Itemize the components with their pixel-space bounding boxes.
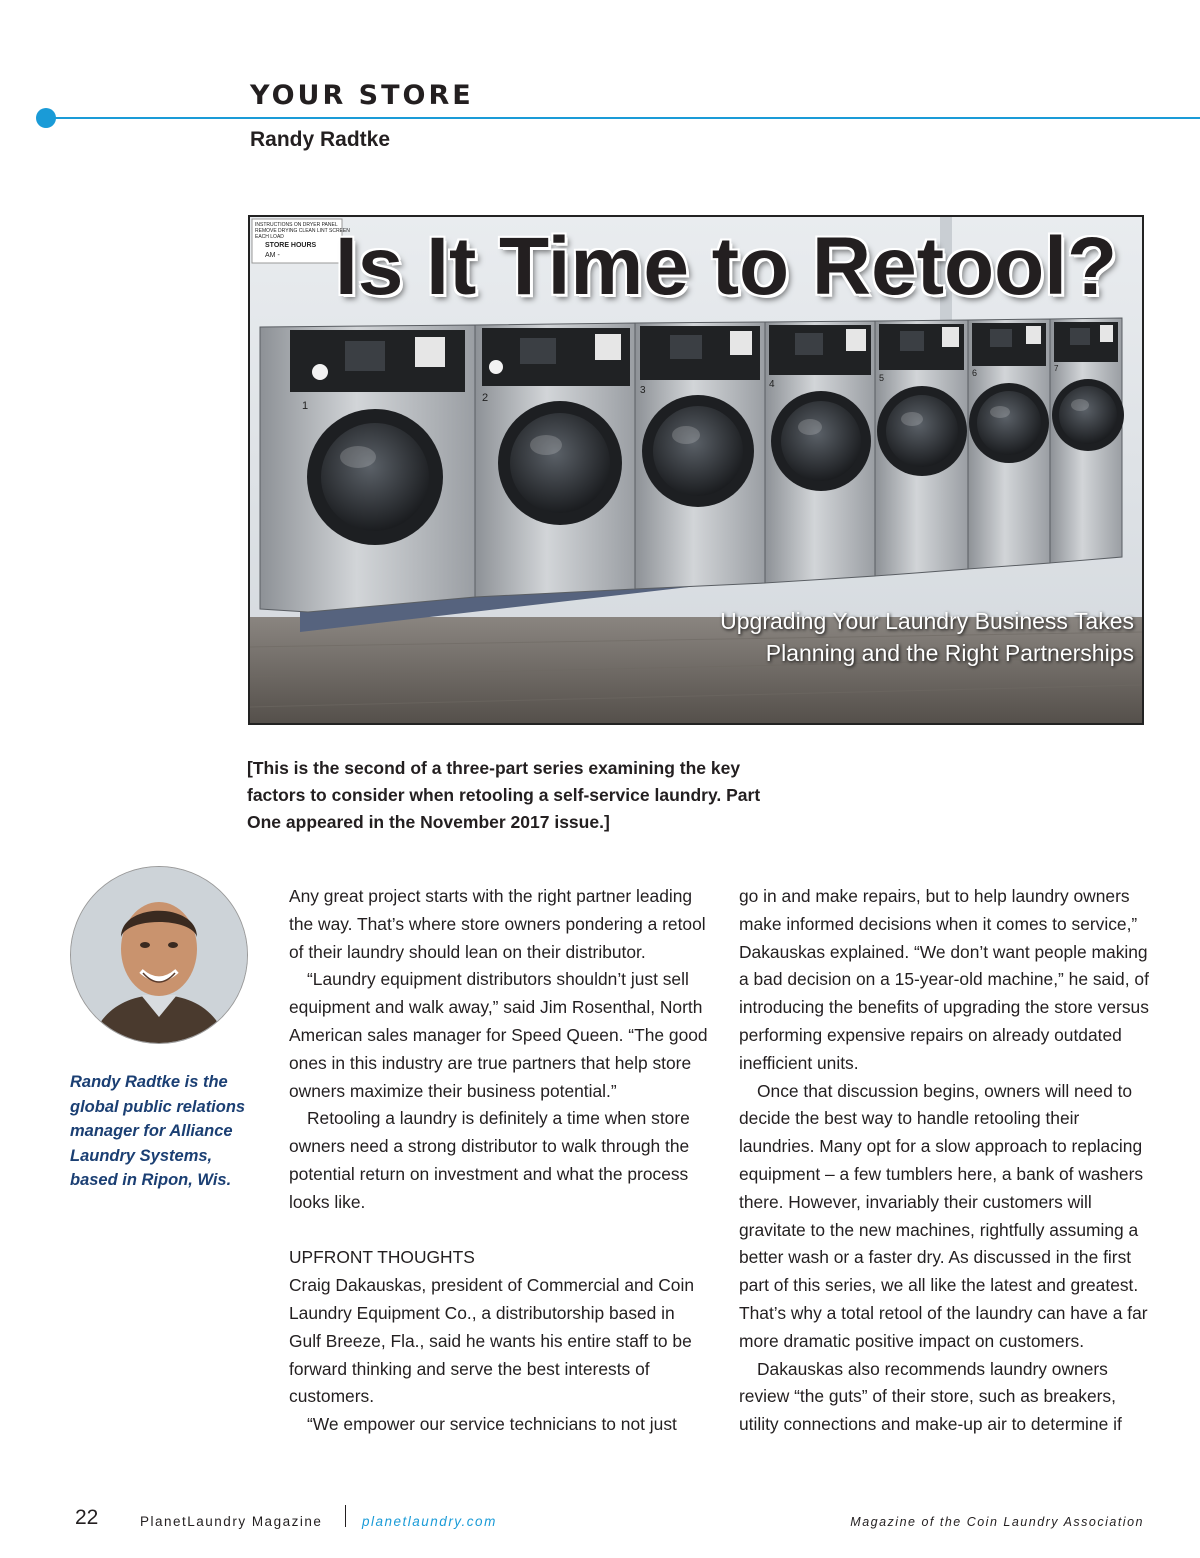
sign-line-2: REMOVE DRYING CLEAN LINT SCREEN <box>255 228 350 234</box>
washer-number-1: 1 <box>302 400 309 412</box>
sign-line-3: EACH LOAD <box>255 234 284 240</box>
footer-tagline: Magazine of the Coin Laundry Association <box>850 1515 1144 1529</box>
author-bio: Randy Radtke is the global public relations manager for Alliance Laundry Systems, based in Ripon, Wis. <box>70 1073 246 1189</box>
paragraph: Retooling a laundry is definitely a time when store owners need a strong distributor to walk through the potential return on investment and what the process looks like. <box>289 1108 690 1212</box>
washer-2 <box>475 323 635 597</box>
paragraph: Craig Dakauskas, president of Commercial and Coin Laundry Equipment Co., a distributorship based in Gulf Breeze, Fla., said he wants his entire staff to be forward thinking and serve the best interests of customers. <box>289 1275 694 1407</box>
washer-3 <box>635 322 765 589</box>
article-column-1 <box>289 883 709 1439</box>
page-number: 22 <box>75 1506 99 1529</box>
magazine-name: PlanetLaundry Magazine <box>140 1514 323 1529</box>
article-subtitle: Upgrading Your Laundry Business Takes Planning and the Right Partnerships <box>720 608 1134 666</box>
washer-number-4: 4 <box>769 379 775 390</box>
byline: Randy Radtke <box>250 128 391 151</box>
washer-7 <box>1050 318 1124 563</box>
washer-number-7: 7 <box>1054 364 1059 373</box>
washer-6 <box>968 319 1050 569</box>
washer-5 <box>875 320 968 576</box>
washer-number-6: 6 <box>972 368 978 378</box>
header-rule <box>50 117 1200 119</box>
washer-number-2: 2 <box>482 392 489 404</box>
paragraph: go in and make repairs, but to help laundry owners make informed decisions when it comes to service,” Dakauskas explained. “We don’t want people making a bad decision on a 15-year-old machine,” he said, of introducing the benefits of upgrading the store versus performing expensive repairs on already outdated inefficient units. <box>739 886 1149 1073</box>
paragraph: Any great project starts with the right partner leading the way. That’s where store owners pondering a retool of their laundry should lean on their distributor. <box>289 886 706 962</box>
section-subhead: UPFRONT THOUGHTS <box>289 1247 475 1268</box>
article-column-2 <box>739 883 1159 1439</box>
washer-1 <box>260 325 475 612</box>
hero-image <box>248 215 1144 725</box>
footer-divider <box>345 1505 346 1527</box>
paragraph: “Laundry equipment distributors shouldn’t just sell equipment and walk away,” said Jim Rosenthal, North American sales manager for Speed Queen. “The good ones in this industry are true partners that help store owners maximize their business potential.” <box>289 969 708 1101</box>
sign-line-1: INSTRUCTIONS ON DRYER PANEL <box>255 222 338 228</box>
sign-line-5: AM - <box>265 252 280 259</box>
paragraph: Dakauskas also recommends laundry owners review “the guts” of their store, such as breakers, utility connections and make-up air to determine if <box>739 1358 1122 1435</box>
sign-line-4: STORE HOURS <box>265 242 317 249</box>
author-portrait-icon <box>70 866 248 1044</box>
washer-number-3: 3 <box>640 385 646 396</box>
article-title: Is It Time to Retool? <box>335 221 1118 312</box>
series-note: [This is the second of a three-part series examining the key factors to consider when retooling a self-service laundry. Part One appeared in the November 2017 issue.] <box>247 758 761 832</box>
section-label: YOUR STORE <box>250 80 474 111</box>
paragraph: “We empower our service technicians to not just <box>307 1414 677 1435</box>
paragraph: Once that discussion begins, owners will need to decide the best way to handle retooling their laundries. Many opt for a slow approach to replacing equipment – a few tumblers here, a bank of washers there. However, invariably their customers will gravitate to the new machines, rightfully assuming a better wash or a faster dry. As discussed in the first part of this series, we all like the latest and greatest. That’s why a total retool of the laundry can have a far more dramatic positive impact on customers. <box>739 1080 1148 1351</box>
website-link[interactable]: planetlaundry.com <box>362 1514 497 1529</box>
washer-number-5: 5 <box>879 373 885 383</box>
washer-4 <box>765 321 875 583</box>
